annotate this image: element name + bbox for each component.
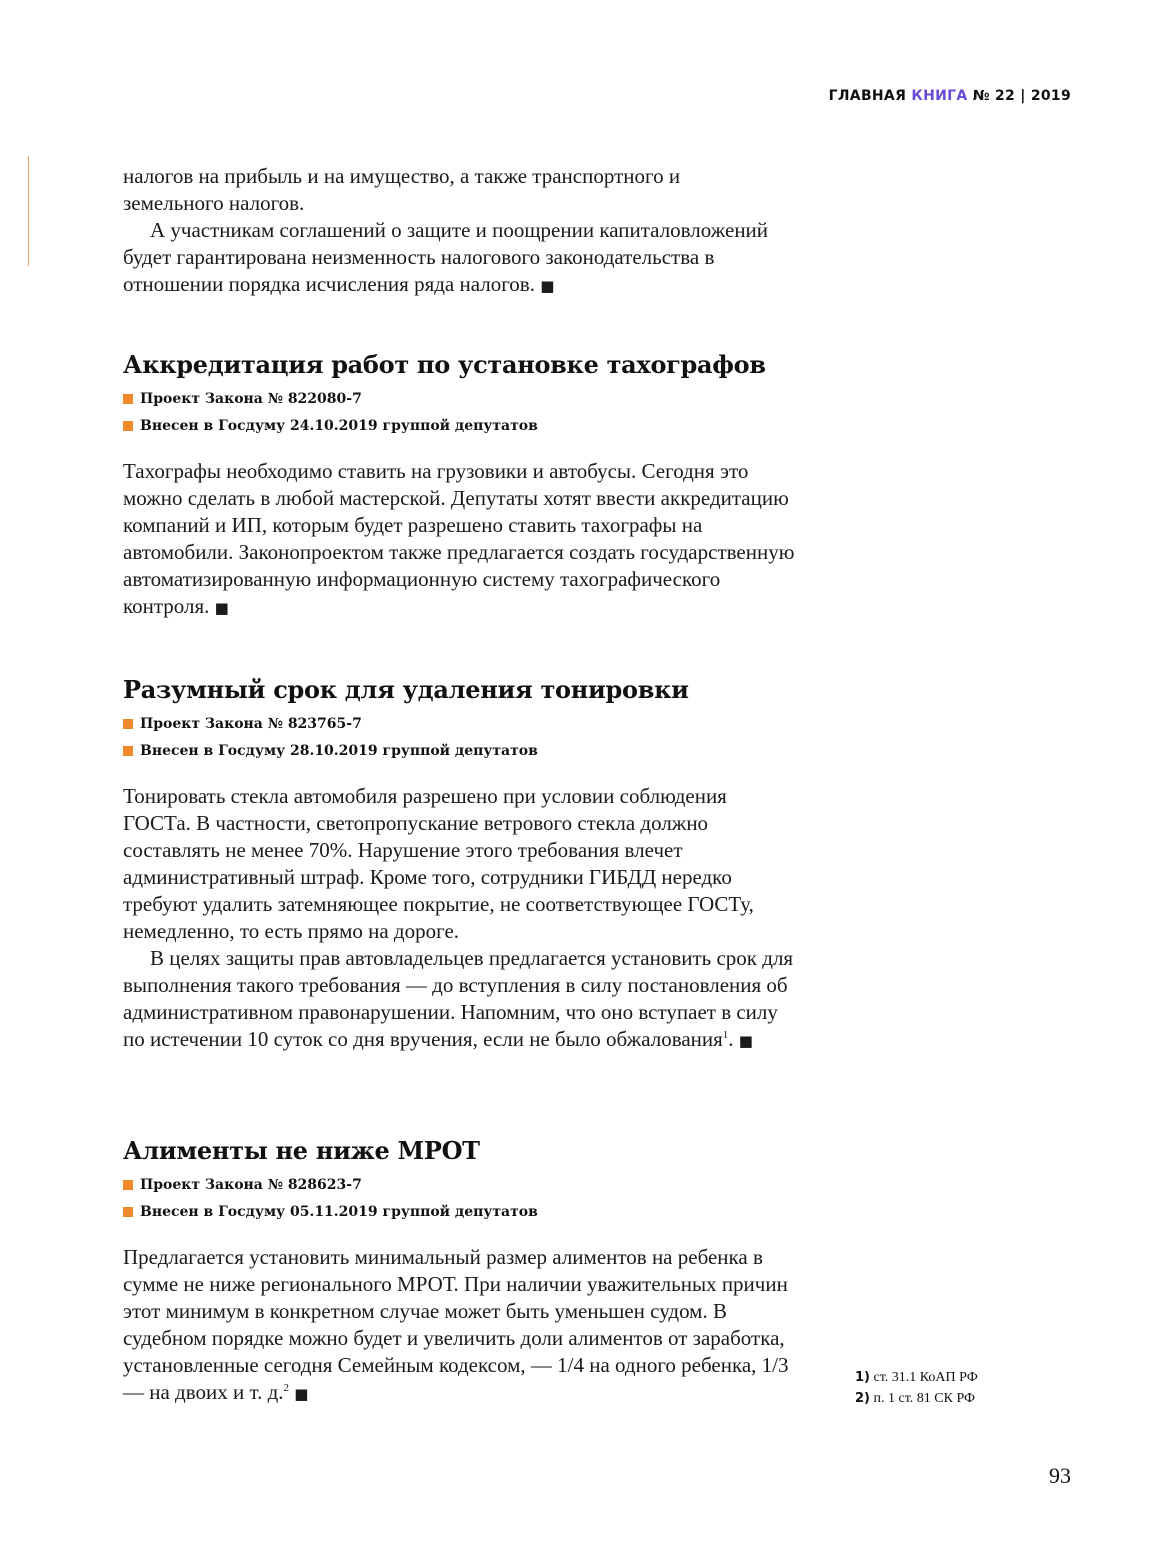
- orange-square-icon: [123, 421, 133, 431]
- orange-square-icon: [123, 394, 133, 404]
- section-tachographs: [123, 350, 799, 622]
- section-paragraph-text: Предлагается установить минимальный размер алиментов на ребенка в сумме не ниже регионального МРОТ. При наличии уважительных причин этот минимум в конкретном случае может быть уменьшен судом. В судебном порядке можно будет и увеличить доли алиментов от заработка, установленные сегодня Семейным кодексом, — 1/4 на одного ребенка, 1/3 — на двоих и т. д.: [123, 1245, 789, 1404]
- footnote-text: п. 1 ст. 81 СК РФ: [873, 1391, 976, 1406]
- section-paragraph: [123, 1244, 799, 1408]
- footnote-number: 1): [855, 1370, 870, 1385]
- orange-square-icon: [123, 1180, 133, 1190]
- footnote-ref: 1: [722, 1029, 729, 1041]
- submitted-line: [123, 1199, 799, 1226]
- section-paragraph-1: Тонировать стекла автомобиля разрешено при условии соблюдения ГОСТа. В частности, светопропускание ветрового стекла должно составлять не менее 70%. Нарушение этого требования влечет административный штраф. Кроме того, сотрудники ГИБДД нередко требуют удалить затемняющее покрытие, не соответствующее ГОСТу, немедленно, то есть прямо на дороге.: [123, 784, 754, 943]
- brand-kniga: КНИГА: [911, 88, 968, 104]
- footnote-number: 2): [855, 1391, 870, 1406]
- running-header: [829, 88, 1071, 104]
- submitted-date: Внесен в Госдуму 28.10.2019 группой депутатов: [140, 743, 538, 759]
- end-mark-icon: ■: [540, 277, 555, 295]
- intro-block: [123, 163, 799, 300]
- submitted-line: [123, 738, 799, 765]
- project-line: [123, 711, 799, 738]
- submitted-date: Внесен в Госдуму 05.11.2019 группой депутатов: [140, 1204, 538, 1220]
- issue-number: № 22 | 2019: [972, 88, 1071, 104]
- project-line: [123, 386, 799, 413]
- section-paragraph-text: Тахографы необходимо ставить на грузовики и автобусы. Сегодня это можно сделать в любой мастерской. Депутаты хотят ввести аккредитацию компаний и ИП, которым будет разрешено ставить тахографы на автомобили. Законопроектом также предлагается создать государственную автоматизированную информационную систему тахографического контроля.: [123, 459, 795, 618]
- section-tinting: [123, 675, 799, 1055]
- orange-square-icon: [123, 1207, 133, 1217]
- intro-paragraph-2-text: А участникам соглашений о защите и поощрении капиталовложений будет гарантирована неизменность налогового законодательства в отношении порядка исчисления ряда налогов.: [123, 218, 769, 296]
- project-line: [123, 1172, 799, 1199]
- section-alimony: [123, 1136, 799, 1408]
- section-paragraph-2-text: В целях защиты прав автовладельцев предлагается установить срок для выполнения такого требования — до вступления в силу постановления об административном правонарушении. Напомним, что оно вступает в силу по истечении 10 суток со дня вручения, если не было обжалования: [123, 946, 794, 1051]
- margin-rule: [28, 156, 29, 266]
- page-number: 93: [1049, 1463, 1071, 1488]
- project-number: Проект Закона № 822080-7: [140, 391, 362, 407]
- section-title: Разумный срок для удаления тонировки: [123, 675, 689, 704]
- brand-glavnaya: ГЛАВНАЯ: [828, 88, 907, 104]
- section-paragraph-2: В целях защиты прав автовладельцев предлагается установить срок для выполнения такого требования — до вступления в силу постановления об административном правонарушении. Напомним, что оно вступает в силу по истечении 10 суток со дня вручения, если не было обжалования$^1$. ■: [123, 946, 794, 1051]
- orange-square-icon: [123, 719, 133, 729]
- project-number: Проект Закона № 828623-7: [140, 1177, 362, 1193]
- footnote-ref: 2: [283, 1382, 290, 1394]
- end-mark-icon: ■: [214, 599, 229, 617]
- end-mark-icon: ■: [294, 1385, 309, 1403]
- end-mark-icon: ■: [738, 1032, 753, 1050]
- footnote-2: [855, 1388, 978, 1409]
- project-number: Проект Закона № 823765-7: [140, 716, 362, 732]
- intro-paragraph-2: [123, 217, 799, 300]
- section-title: Аккредитация работ по установке тахографов: [123, 350, 766, 379]
- intro-paragraph-1: налогов на прибыль и на имущество, а также транспортного и земельного налогов.: [123, 164, 681, 215]
- submitted-line: [123, 413, 799, 440]
- submitted-date: Внесен в Госдуму 24.10.2019 группой депутатов: [140, 418, 538, 434]
- orange-square-icon: [123, 746, 133, 756]
- section-title: Алименты не ниже МРОТ: [123, 1136, 480, 1165]
- footnotes: [855, 1367, 978, 1409]
- footnote-1: [855, 1367, 978, 1388]
- section-paragraph: [123, 458, 799, 622]
- footnote-text: ст. 31.1 КоАП РФ: [873, 1370, 978, 1385]
